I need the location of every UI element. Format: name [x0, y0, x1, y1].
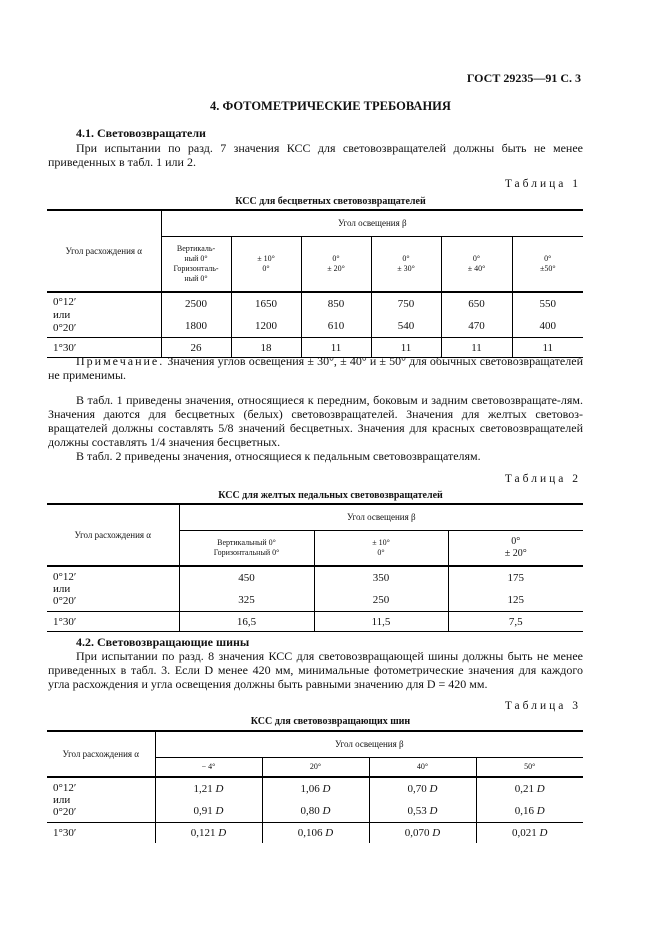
- column-header: Вертикальный 0° Горизонтальный 0°: [179, 530, 314, 566]
- table-2-caption: КСС для желтых педальных световозвращателей: [218, 490, 443, 501]
- column-header: 20°: [262, 757, 369, 777]
- subsection-title-tyres: 4.2. Световозвращающие шины: [76, 635, 250, 649]
- table-row: 1°30′ 16,5 11,5 7,5: [47, 612, 583, 632]
- table-1-note: Примечание. Значения углов освещения ± 30°, ± 40° и ± 50° для обычных световозвращателей не применимы.: [48, 354, 583, 382]
- paragraph-text: При испытании по разд. 7 значения КСС для световозвращателей должны быть не менее приведенных в табл. 1 или 2.: [48, 141, 583, 169]
- column-header: 0° ±50°: [512, 236, 583, 292]
- table-3-label: Таблица 3: [504, 700, 581, 712]
- group-header: Угол освещения β: [161, 210, 583, 236]
- paragraph-tyres: При испытании по разд. 8 значения КСС для световозвращающей шины должны быть не менее приведенных в табл. 3. Если D менее 420 мм, минимальные фотометрические значения для каждого угла расхождения и угла освещения должны быть равными значению для D = 420 мм.: [48, 649, 583, 691]
- table-1: [47, 209, 583, 358]
- paragraph-table-1-explanation: В табл. 1 приведены значения, относящиеся к передним, боковым и задним световозвращате-лям. Значения даются для бесцветных (белых) световозвращателей. Значения для желтых световоз-вращателей должны составлять 5/8 значений бесцветных. Значения для красных световозвращателей должны составлять 1/4 значения бесцветных.: [48, 393, 583, 449]
- column-header: 40°: [369, 757, 476, 777]
- table-3-caption: КСС для световозвращающих шин: [250, 716, 411, 727]
- column-header: 0° ± 20°: [301, 236, 371, 292]
- column-header: ± 10° 0°: [314, 530, 448, 566]
- table-3: [47, 730, 583, 843]
- row-header: Угол расхождения α: [47, 210, 161, 292]
- row-header: Угол расхождения α: [47, 504, 179, 566]
- group-header: Угол освещения β: [155, 731, 583, 757]
- table-row: 0°12′ или 0°20′ 1,21 D 0,91 D 1,06 D 0,80 D 0,70 D 0,53 D 0,21 D 0,16 D: [47, 777, 583, 823]
- column-header: 0° ± 30°: [371, 236, 441, 292]
- column-header: 0° ± 20°: [448, 530, 583, 566]
- row-header: Угол расхождения α: [47, 731, 155, 777]
- table-row: 1°30′ 26 18 11 11 11 11: [47, 338, 583, 358]
- table-row: 0°12′ или 0°20′ 2500 1800 1650 1200 850 610 750 540 650 470 550 400: [47, 292, 583, 338]
- subsection-title-reflectors: 4.1. Световозвращатели: [76, 126, 206, 140]
- column-header: − 4°: [155, 757, 262, 777]
- paragraph-table-2-intro: В табл. 2 приведены значения, относящиеся к педальным световозвращателям.: [76, 449, 481, 463]
- table-row: 0°12′ или 0°20′ 450 325 350 250 175 125: [47, 566, 583, 612]
- table-1-caption: КСС для бесцветных световозвращателей: [235, 196, 426, 207]
- table-1-label: Таблица 1: [504, 178, 581, 190]
- table-2: [47, 503, 583, 632]
- column-header: Вертикаль- ный 0° Горизонталь- ный 0°: [161, 236, 231, 292]
- section-title: 4. ФОТОМЕТРИЧЕСКИЕ ТРЕБОВАНИЯ: [210, 99, 451, 113]
- page-header: ГОСТ 29235—91 С. 3: [466, 71, 581, 85]
- group-header: Угол освещения β: [179, 504, 583, 530]
- column-header: 0° ± 40°: [441, 236, 512, 292]
- paragraph-reflectors: [48, 141, 583, 169]
- column-header: 50°: [476, 757, 583, 777]
- table-row: 1°30′ 0,121 D 0,106 D 0,070 D 0,021 D: [47, 823, 583, 843]
- table-2-label: Таблица 2: [504, 473, 581, 485]
- column-header: ± 10° 0°: [231, 236, 301, 292]
